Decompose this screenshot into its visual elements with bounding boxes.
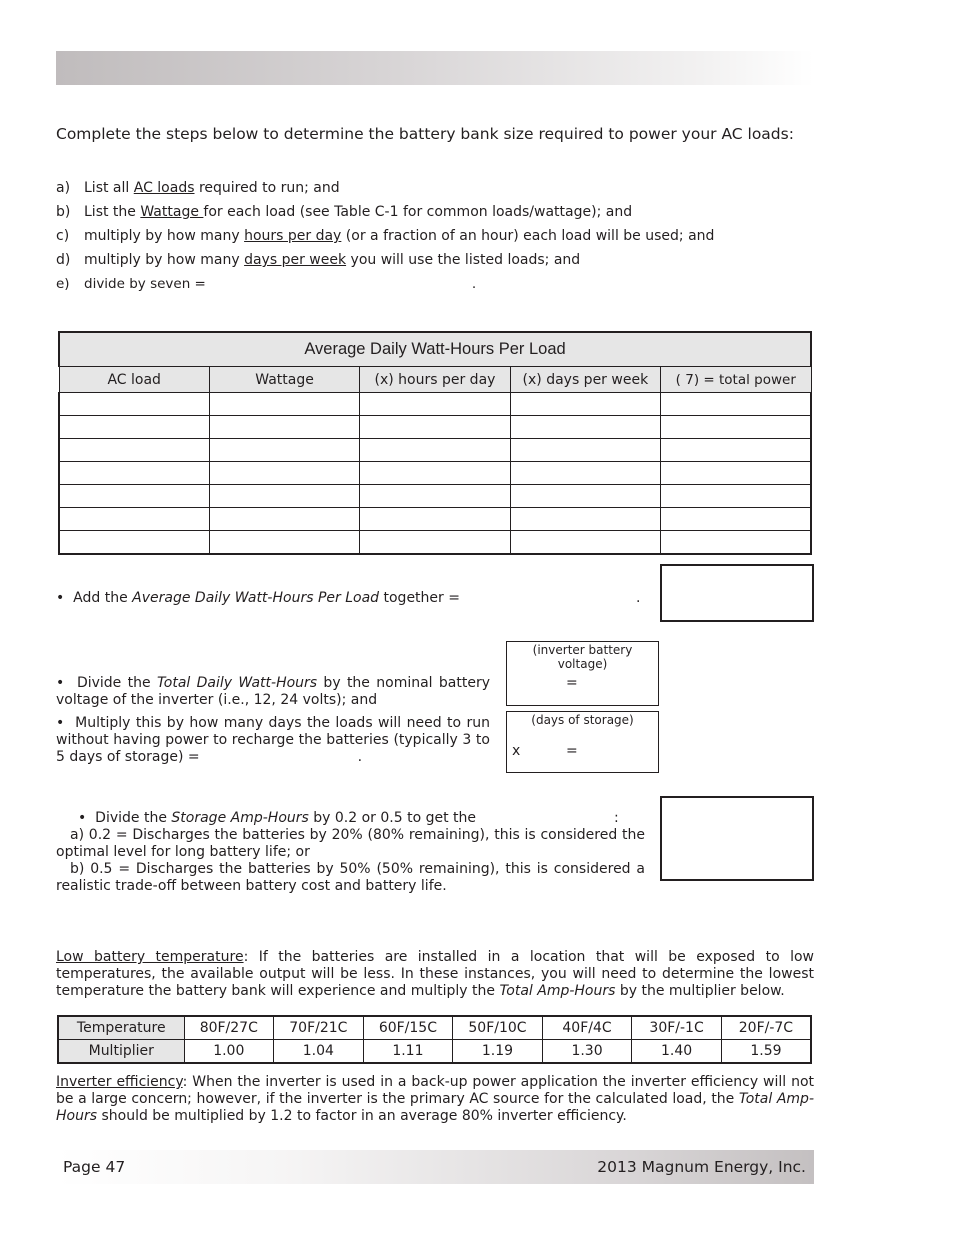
temp-cell: 40F/4C	[542, 1016, 632, 1040]
header-bar	[56, 51, 814, 85]
table-cell[interactable]	[661, 439, 811, 462]
multiply-step: • Multiply this by how many days the loads will need to run without having power to recharge the batteries (typically 3 to 5 days of storage) = .	[56, 715, 490, 765]
step-c: c) multiply by how many hours per day (or a fraction of an hour) each load will be used; and	[56, 228, 715, 244]
company-name: 2013 Magnum Energy, Inc.	[597, 1158, 806, 1176]
col-hours-per-day: (x) hours per day	[360, 367, 510, 393]
table-cell[interactable]	[59, 508, 209, 531]
table-cell[interactable]	[209, 485, 359, 508]
add-step: • Add the Average Daily Watt-Hours Per Load together = .	[56, 590, 641, 606]
watt-hours-table	[58, 331, 812, 555]
table-cell[interactable]	[209, 531, 359, 555]
table-cell[interactable]	[510, 393, 660, 416]
table-cell[interactable]	[209, 416, 359, 439]
step-b: b) List the Wattage for each load (see Table C-1 for common loads/wattage); and	[56, 204, 633, 220]
steps-list	[56, 176, 714, 296]
temp-cell: 50F/10C	[453, 1016, 543, 1040]
voltage-box[interactable]	[506, 641, 659, 706]
temperature-multiplier-table	[57, 1015, 812, 1064]
table-cell[interactable]	[360, 508, 510, 531]
table-cell[interactable]	[59, 531, 209, 555]
table-cell[interactable]	[510, 508, 660, 531]
table-cell[interactable]	[661, 531, 811, 555]
intro-text: Complete the steps below to determine the battery bank size required to power your AC loads:	[56, 125, 794, 143]
col-wattage: Wattage	[209, 367, 359, 393]
table-cell[interactable]	[510, 462, 660, 485]
table-cell[interactable]	[59, 416, 209, 439]
total-amp-hours-box[interactable]	[660, 796, 814, 881]
multiplier-cell: 1.59	[721, 1040, 811, 1064]
multiplier-cell: 1.11	[363, 1040, 453, 1064]
divide-step: • Divide the Total Daily Watt-Hours by the nominal battery voltage of the inverter (i.e., 12, 24 volts); and	[56, 675, 490, 708]
multiplier-label: Multiplier	[58, 1040, 184, 1064]
multiplier-cell: 1.00	[184, 1040, 274, 1064]
low-temp-paragraph: Low battery temperature: If the batteries are installed in a location that will be exposed to low temperatures, the available output will be less. In these instances, you will need to determine the lowest temperature the battery bank will experience and multiply the Total Amp-Hours by the multiplier below.	[56, 949, 814, 999]
page-number: Page 47	[63, 1158, 126, 1176]
temperature-row	[58, 1016, 811, 1040]
table-row	[59, 416, 811, 439]
multiplier-cell: 1.19	[453, 1040, 543, 1064]
voltage-box-label: (inverter battery voltage)	[532, 643, 633, 671]
table-row	[59, 531, 811, 555]
table-cell[interactable]	[209, 462, 359, 485]
total-daily-watt-hours-box[interactable]	[660, 564, 814, 622]
multiplier-cell: 1.30	[542, 1040, 632, 1064]
col-ac-load: AC load	[59, 367, 209, 393]
table-cell[interactable]	[59, 462, 209, 485]
col-total-power: ( 7) = total power	[661, 367, 811, 393]
table-cell[interactable]	[360, 416, 510, 439]
table-cell[interactable]	[510, 485, 660, 508]
step-d: d) multiply by how many days per week you will use the listed loads; and	[56, 252, 581, 268]
multiplier-cell: 1.04	[274, 1040, 364, 1064]
table-cell[interactable]	[661, 485, 811, 508]
table-title: Average Daily Watt-Hours Per Load	[59, 332, 811, 367]
temperature-label: Temperature	[58, 1016, 184, 1040]
multiplier-row	[58, 1040, 811, 1064]
table-cell[interactable]	[510, 531, 660, 555]
storage-divide-step: • Divide the Storage Amp-Hours by 0.2 or 0.5 to get the : a) 0.2 = Discharges the batteries by 20% (80% remaining), this is considered the optimal level for long battery life; or b) 0.5 = Discharges the batteries by 50% (50% remaining), this is considered a realistic trade-off between battery cost and battery life.	[56, 810, 645, 894]
table-cell[interactable]	[360, 439, 510, 462]
storage-box-x: x	[512, 743, 521, 759]
table-row	[59, 393, 811, 416]
table-cell[interactable]	[510, 439, 660, 462]
inverter-efficiency-paragraph: Inverter efficiency: When the inverter is used in a back-up power application the inverter efficiency will not be a large concern; however, if the inverter is the primary AC source for the calculated load, the Total Amp-Hours should be multiplied by 1.2 to factor in an average 80% inverter efficiency.	[56, 1074, 814, 1124]
temp-cell: 80F/27C	[184, 1016, 274, 1040]
temp-cell: 70F/21C	[274, 1016, 364, 1040]
temp-cell: 30F/-1C	[632, 1016, 722, 1040]
temp-cell: 20F/-7C	[721, 1016, 811, 1040]
table-cell[interactable]	[209, 508, 359, 531]
table-cell[interactable]	[360, 485, 510, 508]
table-cell[interactable]	[661, 508, 811, 531]
col-days-per-week: (x) days per week	[510, 367, 660, 393]
table-row	[59, 485, 811, 508]
voltage-box-equals: =	[566, 675, 578, 691]
table-row	[59, 508, 811, 531]
table-row	[59, 439, 811, 462]
table-cell[interactable]	[661, 462, 811, 485]
table-cell[interactable]	[510, 416, 660, 439]
table-cell[interactable]	[661, 393, 811, 416]
table-cell[interactable]	[209, 393, 359, 416]
table-cell[interactable]	[360, 393, 510, 416]
multiplier-cell: 1.40	[632, 1040, 722, 1064]
table-row	[59, 462, 811, 485]
step-a: a) List all AC loads required to run; and	[56, 180, 340, 196]
step-e: e) divide by seven = .	[56, 276, 477, 292]
storage-box-label: (days of storage)	[531, 713, 634, 727]
temp-cell: 60F/15C	[363, 1016, 453, 1040]
storage-box[interactable]	[506, 711, 659, 773]
table-cell[interactable]	[209, 439, 359, 462]
table-cell[interactable]	[661, 416, 811, 439]
table-cell[interactable]	[59, 393, 209, 416]
table-cell[interactable]	[360, 462, 510, 485]
table-cell[interactable]	[59, 485, 209, 508]
table-cell[interactable]	[360, 531, 510, 555]
table-cell[interactable]	[59, 439, 209, 462]
storage-box-equals: =	[566, 743, 578, 759]
